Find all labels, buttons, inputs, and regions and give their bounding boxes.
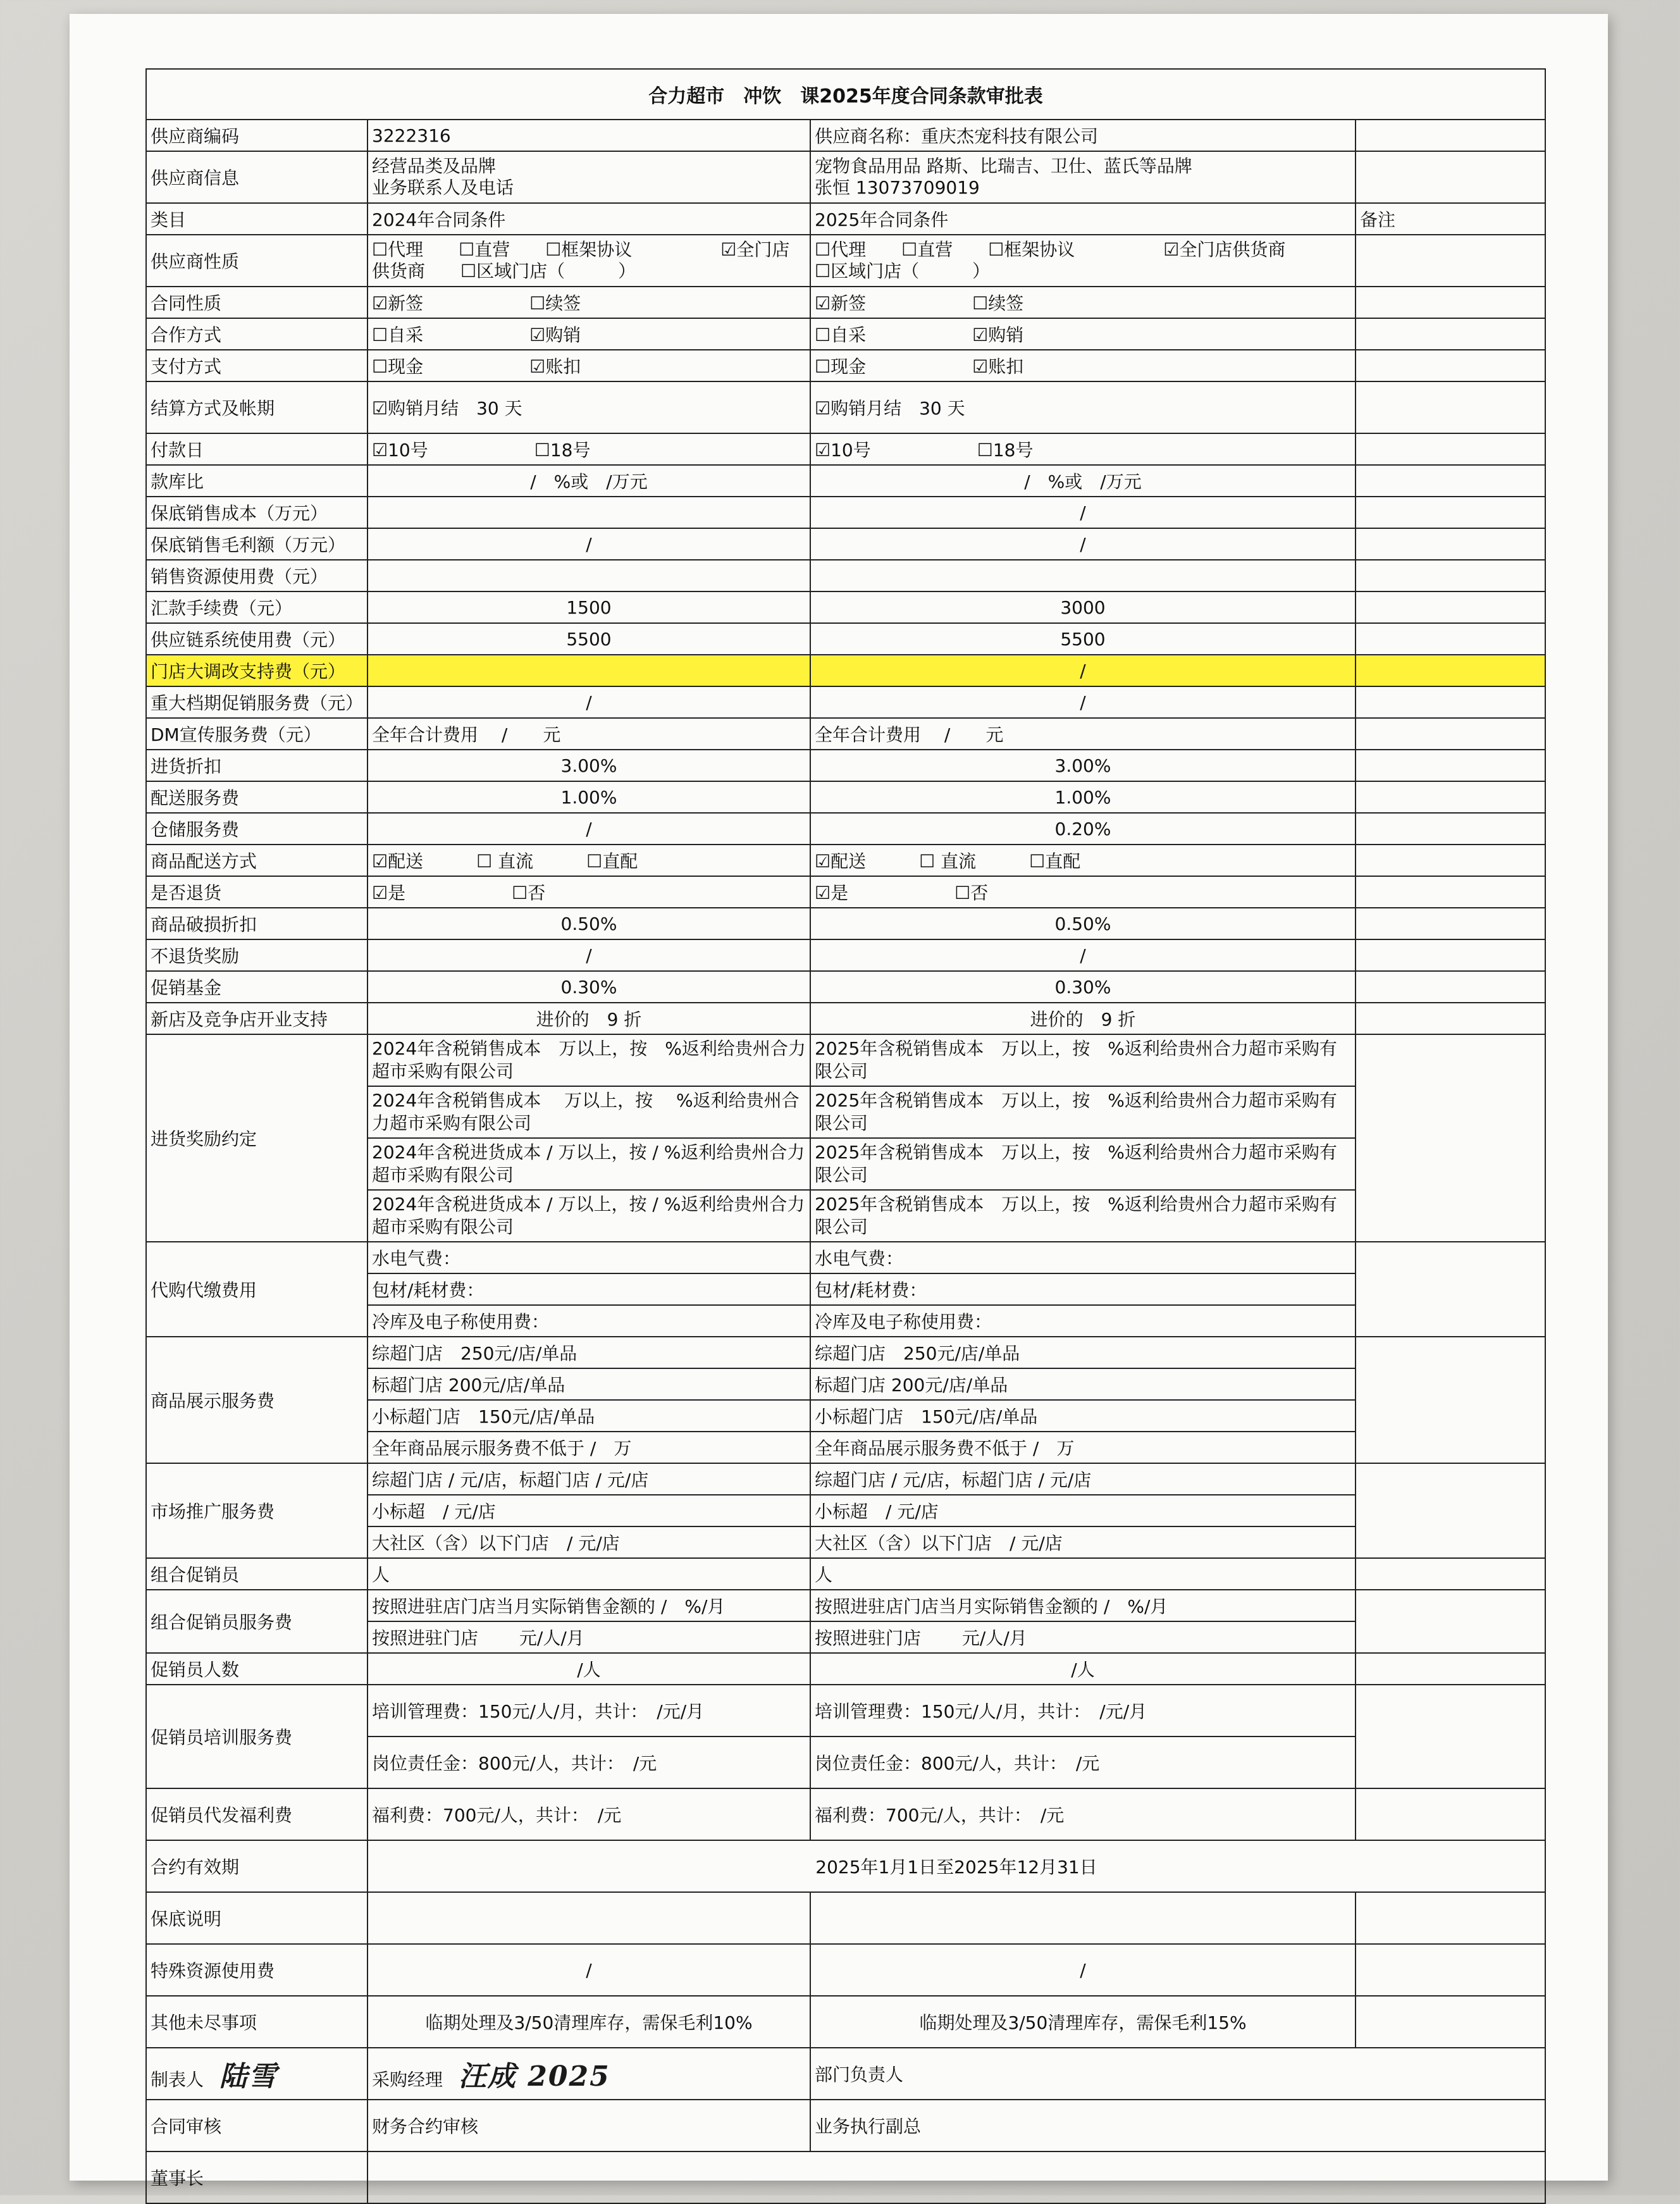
empty-cell — [1356, 876, 1545, 908]
contract-nature-2025: ☑新签 ☐续签 — [810, 287, 1356, 318]
remark-header: 备注 — [1356, 203, 1545, 235]
rebate-2024-1: 2024年含税销售成本 万以上，按 %返利给贵州合力超市采购有限公司 — [368, 1034, 810, 1086]
promo-fund-2024: 0.30% — [368, 971, 810, 1003]
empty-cell — [1356, 1892, 1545, 1944]
display-2025-line2: 标超门店 200元/店/单品 — [810, 1368, 1356, 1400]
validity-label: 合约有效期 — [146, 1840, 368, 1892]
damage-discount-2024: 0.50% — [368, 908, 810, 939]
return-2025: ☑是 ☐否 — [810, 876, 1356, 908]
empty-cell — [1356, 381, 1545, 433]
proxy-2024-materials: 包材/耗材费： — [368, 1273, 810, 1305]
resource-fee-label: 销售资源使用费（元） — [146, 560, 368, 591]
category-brand-value: 宠物食品用品 路斯、比瑞吉、卫仕、蓝氏等品牌 — [815, 156, 1192, 176]
storage-fee-2024: / — [368, 813, 810, 845]
combo-fee-2025-line1: 按照进驻店门店当月实际销售金额的 / %/月 — [810, 1590, 1356, 1621]
finance-review-label: 财务合约审核 — [368, 2100, 810, 2151]
market-fee-label: 市场推广服务费 — [146, 1463, 368, 1558]
shipping-mode-2024: ☑配送 ☐ 直流 ☐直配 — [368, 845, 810, 876]
welfare-fee-2025: 福利费：700元/人，共计： /元 — [810, 1788, 1356, 1840]
buyer-label: 采购经理 — [372, 2069, 443, 2090]
empty-cell — [1356, 151, 1545, 203]
market-2025-line2: 小标超 / 元/店 — [810, 1495, 1356, 1526]
display-2024-line2: 标超门店 200元/店/单品 — [368, 1368, 810, 1400]
combo-fee-2025-line2: 按照进驻门店 元/人/月 — [810, 1621, 1356, 1653]
delivery-fee-2025: 1.00% — [810, 781, 1356, 813]
remit-fee-label: 汇款手续费（元） — [146, 591, 368, 623]
category-brand-label: 经营品类及品牌 — [372, 156, 497, 176]
buyer-cell — [368, 2048, 810, 2100]
supplier-info-values — [810, 151, 1356, 203]
supplier-name: 供应商名称：重庆杰宠科技有限公司 — [810, 120, 1356, 151]
scm-fee-label: 供应链系统使用费（元） — [146, 623, 368, 655]
storage-fee-2025: 0.20% — [810, 813, 1356, 845]
vp-label: 业务执行副总 — [810, 2100, 1545, 2151]
contract-nature-label: 合同性质 — [146, 287, 368, 318]
return-2024: ☑是 ☐否 — [368, 876, 810, 908]
supplier-nature-2025 — [810, 235, 1356, 287]
rebate-2025-3: 2025年含税销售成本 万以上，按 %返利给贵州合力超市采购有限公司 — [810, 1138, 1356, 1190]
training-fee-label: 促销员培训服务费 — [146, 1685, 368, 1788]
empty-cell — [1356, 350, 1545, 381]
market-2025-line3: 大社区（含）以下门店 / 元/店 — [810, 1526, 1356, 1558]
rebate-label: 进货奖励约定 — [146, 1034, 368, 1242]
contact-value: 张恒 13073709019 — [815, 177, 980, 198]
empty-cell — [1356, 623, 1545, 655]
min-margin-2025: / — [810, 528, 1356, 560]
display-2025-line4: 全年商品展示服务费不低于 / 万 — [810, 1432, 1356, 1463]
guarantee-2025 — [810, 1892, 1356, 1944]
empty-cell — [1356, 1003, 1545, 1034]
storage-fee-label: 仓储服务费 — [146, 813, 368, 845]
promo-fund-2025: 0.30% — [810, 971, 1356, 1003]
empty-cell — [1356, 560, 1545, 591]
nature-2024-line1: ☐代理 ☐直营 ☐框架协议 ☑全门店 — [372, 239, 790, 260]
empty-cell — [1356, 971, 1545, 1003]
special-resource-2024: / — [368, 1944, 810, 1996]
supplier-info-keys — [368, 151, 810, 203]
nature-2025-line1: ☐代理 ☐直营 ☐框架协议 ☑全门店供货商 — [815, 239, 1286, 260]
rebate-2025-4: 2025年含税销售成本 万以上，按 %返利给贵州合力超市采购有限公司 — [810, 1190, 1356, 1242]
scm-fee-2025: 5500 — [810, 623, 1356, 655]
chairman-signature-cell — [368, 2151, 1545, 2203]
combo-promoter-2025: 人 — [810, 1558, 1356, 1590]
empty-cell — [1356, 750, 1545, 781]
stock-ratio-label: 款库比 — [146, 465, 368, 497]
coop-mode-2024: ☐自采 ☑购销 — [368, 318, 810, 350]
display-2025-line1: 综超门店 250元/店/单品 — [810, 1337, 1356, 1368]
maker-label: 制表人 — [151, 2069, 204, 2090]
no-return-reward-label: 不退货奖励 — [146, 939, 368, 971]
settlement-2024: ☑购销月结 30 天 — [368, 381, 810, 433]
col-2024-header: 2024年合同条件 — [368, 203, 810, 235]
supplier-code: 3222316 — [368, 120, 810, 151]
empty-cell — [1356, 1242, 1545, 1337]
coop-mode-label: 合作方式 — [146, 318, 368, 350]
supplier-info-label: 供应商信息 — [146, 151, 368, 203]
maker-signature: 陆雪 — [219, 2060, 278, 2093]
proxy-2024-utilities: 水电气费： — [368, 1242, 810, 1273]
welfare-fee-2024: 福利费：700元/人，共计： /元 — [368, 1788, 810, 1840]
rebate-2024-4: 2024年含税进货成本 / 万以上，按 / %返利给贵州合力超市采购有限公司 — [368, 1190, 810, 1242]
purchase-discount-2024: 3.00% — [368, 750, 810, 781]
empty-cell — [1356, 1944, 1545, 1996]
settlement-2025: ☑购销月结 30 天 — [810, 381, 1356, 433]
market-2024-line1: 综超门店 / 元/店，标超门店 / 元/店 — [368, 1463, 810, 1495]
rebate-2024-3: 2024年含税进货成本 / 万以上，按 / %返利给贵州合力超市采购有限公司 — [368, 1138, 810, 1190]
empty-cell — [1356, 1788, 1545, 1840]
delivery-fee-2024: 1.00% — [368, 781, 810, 813]
empty-cell — [1356, 686, 1545, 718]
supplier-nature-label: 供应商性质 — [146, 235, 368, 287]
resource-fee-2025 — [810, 560, 1356, 591]
chairman-label: 董事长 — [146, 2151, 368, 2203]
empty-cell — [1356, 1337, 1545, 1463]
validity-value: 2025年1月1日至2025年12月31日 — [368, 1840, 1545, 1892]
no-return-reward-2024: / — [368, 939, 810, 971]
buyer-signature: 汪成 2025 — [458, 2060, 610, 2093]
min-sales-cost-2024 — [368, 497, 810, 528]
min-margin-2024: / — [368, 528, 810, 560]
combo-fee-2024-line1: 按照进驻店门店当月实际销售金额的 / %/月 — [368, 1590, 810, 1621]
market-2024-line2: 小标超 / 元/店 — [368, 1495, 810, 1526]
empty-cell — [1356, 1996, 1545, 2048]
special-resource-2025: / — [810, 1944, 1356, 1996]
empty-cell — [1356, 1653, 1545, 1685]
supplier-nature-2024 — [368, 235, 810, 287]
display-fee-label: 商品展示服务费 — [146, 1337, 368, 1463]
special-resource-label: 特殊资源使用费 — [146, 1944, 368, 1996]
empty-cell — [1356, 1034, 1545, 1242]
rebate-2025-1: 2025年含税销售成本 万以上，按 %返利给贵州合力超市采购有限公司 — [810, 1034, 1356, 1086]
payment-method-2024: ☐现金 ☑账扣 — [368, 350, 810, 381]
delivery-fee-label: 配送服务费 — [146, 781, 368, 813]
empty-cell — [1356, 1463, 1545, 1558]
empty-cell — [1356, 939, 1545, 971]
payday-2024: ☑10号 ☐18号 — [368, 433, 810, 465]
empty-cell — [1356, 287, 1545, 318]
welfare-fee-label: 促销员代发福利费 — [146, 1788, 368, 1840]
training-fee-2024-line1: 培训管理费：150元/人/月，共计： /元/月 — [368, 1685, 810, 1737]
maker-cell — [146, 2048, 368, 2100]
stock-ratio-2025: / %或 /万元 — [810, 465, 1356, 497]
proxy-2025-cold-storage: 冷库及电子称使用费： — [810, 1305, 1356, 1337]
form-title: 合力超市 冲饮 课2025年度合同条款审批表 — [146, 69, 1545, 120]
min-margin-label: 保底销售毛利额（万元） — [146, 528, 368, 560]
dm-fee-label: DM宣传服务费（元） — [146, 718, 368, 750]
new-store-support-2024: 进价的 9 折 — [368, 1003, 810, 1034]
guarantee-label: 保底说明 — [146, 1892, 368, 1944]
display-2024-line4: 全年商品展示服务费不低于 / 万 — [368, 1432, 810, 1463]
shipping-mode-label: 商品配送方式 — [146, 845, 368, 876]
min-sales-cost-label: 保底销售成本（万元） — [146, 497, 368, 528]
purchase-discount-label: 进货折扣 — [146, 750, 368, 781]
proxy-2025-materials: 包材/耗材费： — [810, 1273, 1356, 1305]
promoter-count-2025: /人 — [810, 1653, 1356, 1685]
supplier-code-label: 供应商编码 — [146, 120, 368, 151]
shipping-mode-2025: ☑配送 ☐ 直流 ☐直配 — [810, 845, 1356, 876]
type-label: 类目 — [146, 203, 368, 235]
col-2025-header: 2025年合同条件 — [810, 203, 1356, 235]
renovation-fee-2024 — [368, 655, 810, 686]
dept-head-label: 部门负责人 — [810, 2048, 1545, 2100]
payday-label: 付款日 — [146, 433, 368, 465]
new-store-support-label: 新店及竞争店开业支持 — [146, 1003, 368, 1034]
proxy-2025-utilities: 水电气费： — [810, 1242, 1356, 1273]
contract-review-label: 合同审核 — [146, 2100, 368, 2151]
empty-cell — [1356, 845, 1545, 876]
guarantee-2024 — [368, 1892, 810, 1944]
empty-cell — [1356, 497, 1545, 528]
combo-promoter-2024: 人 — [368, 1558, 810, 1590]
empty-cell — [1356, 120, 1545, 151]
coop-mode-2025: ☐自采 ☑购销 — [810, 318, 1356, 350]
nature-2024-line2: 供货商 ☐区域门店（ ） — [372, 261, 636, 282]
purchase-discount-2025: 3.00% — [810, 750, 1356, 781]
proxy-fee-label: 代购代缴费用 — [146, 1242, 368, 1337]
damage-discount-label: 商品破损折扣 — [146, 908, 368, 939]
stock-ratio-2024: / %或 /万元 — [368, 465, 810, 497]
return-label: 是否退货 — [146, 876, 368, 908]
min-sales-cost-2025: / — [810, 497, 1356, 528]
renovation-fee-2025: / — [810, 655, 1356, 686]
empty-cell — [1356, 433, 1545, 465]
remit-fee-2025: 3000 — [810, 591, 1356, 623]
scm-fee-2024: 5500 — [368, 623, 810, 655]
empty-cell — [1356, 718, 1545, 750]
rebate-2024-2: 2024年含税销售成本 万以上，按 %返利给贵州合力超市采购有限公司 — [368, 1086, 810, 1138]
combo-promoter-label: 组合促销员 — [146, 1558, 368, 1590]
training-fee-2025-line1: 培训管理费：150元/人/月，共计： /元/月 — [810, 1685, 1356, 1737]
market-2024-line3: 大社区（含）以下门店 / 元/店 — [368, 1526, 810, 1558]
empty-cell — [1356, 591, 1545, 623]
training-fee-2024-line2: 岗位责任金：800元/人，共计： /元 — [368, 1737, 810, 1788]
promo-period-fee-2024: / — [368, 686, 810, 718]
promo-period-fee-2025: / — [810, 686, 1356, 718]
rebate-2025-2: 2025年含税销售成本 万以上，按 %返利给贵州合力超市采购有限公司 — [810, 1086, 1356, 1138]
other-matters-2024: 临期处理及3/50清理库存，需保毛利10% — [368, 1996, 810, 2048]
resource-fee-2024 — [368, 560, 810, 591]
empty-cell — [1356, 781, 1545, 813]
contract-approval-form — [145, 68, 1546, 2204]
payment-method-label: 支付方式 — [146, 350, 368, 381]
empty-cell — [1356, 1590, 1545, 1653]
renovation-fee-label: 门店大调改支持费（元） — [146, 655, 368, 686]
empty-cell — [1356, 1685, 1545, 1788]
promo-period-fee-label: 重大档期促销服务费（元） — [146, 686, 368, 718]
empty-cell — [1356, 655, 1545, 686]
damage-discount-2025: 0.50% — [810, 908, 1356, 939]
combo-fee-2024-line2: 按照进驻门店 元/人/月 — [368, 1621, 810, 1653]
combo-fee-label: 组合促销员服务费 — [146, 1590, 368, 1653]
no-return-reward-2025: / — [810, 939, 1356, 971]
display-2024-line3: 小标超门店 150元/店/单品 — [368, 1400, 810, 1432]
contact-label: 业务联系人及电话 — [372, 177, 514, 198]
other-matters-2025: 临期处理及3/50清理库存，需保毛利15% — [810, 1996, 1356, 2048]
training-fee-2025-line2: 岗位责任金：800元/人，共计： /元 — [810, 1737, 1356, 1788]
empty-cell — [1356, 908, 1545, 939]
empty-cell — [1356, 528, 1545, 560]
proxy-2024-cold-storage: 冷库及电子称使用费： — [368, 1305, 810, 1337]
other-matters-label: 其他未尽事项 — [146, 1996, 368, 2048]
remit-fee-2024: 1500 — [368, 591, 810, 623]
promoter-count-label: 促销员人数 — [146, 1653, 368, 1685]
empty-cell — [1356, 318, 1545, 350]
payday-2025: ☑10号 ☐18号 — [810, 433, 1356, 465]
empty-cell — [1356, 813, 1545, 845]
nature-2025-line2: ☐区域门店（ ） — [815, 261, 991, 282]
contract-nature-2024: ☑新签 ☐续签 — [368, 287, 810, 318]
new-store-support-2025: 进价的 9 折 — [810, 1003, 1356, 1034]
market-2025-line1: 综超门店 / 元/店，标超门店 / 元/店 — [810, 1463, 1356, 1495]
display-2025-line3: 小标超门店 150元/店/单品 — [810, 1400, 1356, 1432]
highlighted-row — [146, 655, 1545, 686]
settlement-label: 结算方式及帐期 — [146, 381, 368, 433]
promoter-count-2024: /人 — [368, 1653, 810, 1685]
empty-cell — [1356, 465, 1545, 497]
dm-fee-2024: 全年合计费用 / 元 — [368, 718, 810, 750]
payment-method-2025: ☐现金 ☑账扣 — [810, 350, 1356, 381]
empty-cell — [1356, 235, 1545, 287]
empty-cell — [1356, 1558, 1545, 1590]
display-2024-line1: 综超门店 250元/店/单品 — [368, 1337, 810, 1368]
dm-fee-2025: 全年合计费用 / 元 — [810, 718, 1356, 750]
promo-fund-label: 促销基金 — [146, 971, 368, 1003]
